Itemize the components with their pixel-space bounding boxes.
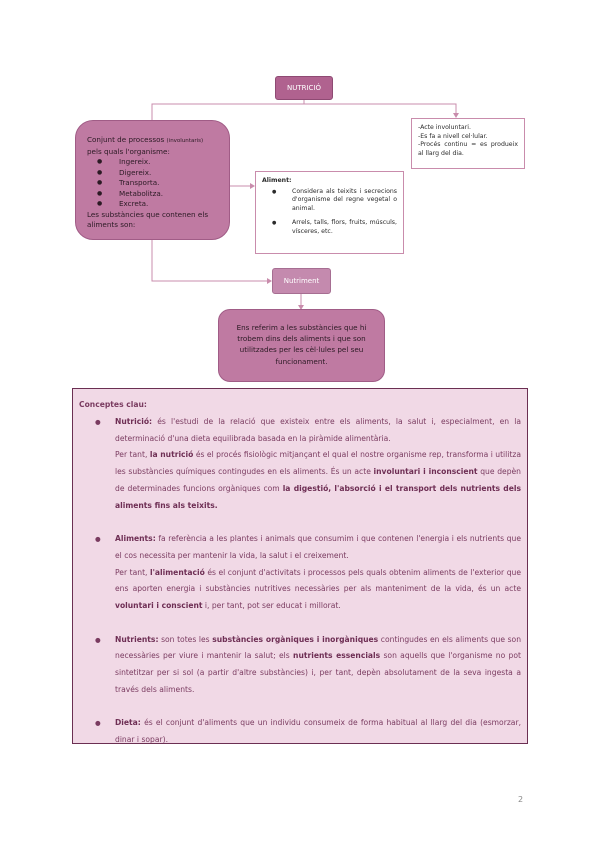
key-concepts-panel bbox=[72, 388, 528, 744]
process-item: ● Digereix. bbox=[109, 168, 219, 179]
aliment-item: ● Considera als teixits i secrecions d'organisme del regne vegetal o animal. bbox=[292, 188, 397, 214]
acte-line: -Acte involuntari. bbox=[418, 124, 471, 131]
page-number: 2 bbox=[518, 795, 524, 804]
acte-line: -Procés continu = es produeix al llarg del dia. bbox=[418, 141, 518, 157]
aliment-heading: Aliment: bbox=[262, 177, 292, 184]
diagram-title: NUTRICIÓ bbox=[275, 76, 333, 100]
concept-nutrients: ● Nutrients: son totes les substàncies orgàniques i inorgàniques contingudes en els aliments que son necessàries per viure i mantenir la salut; els nutrients essencials son aquells que l'organisme no pot sintetitzar per si sol (a partir d'altre substàncies) i, per tant, depèn absolutament de la seva ingesta a través dels aliments. bbox=[115, 632, 521, 699]
reference-box: Ens referim a les substàncies que hi trobem dins dels aliments i que son utilitzades per les cèl·lules pel seu funcionament. bbox=[218, 309, 385, 382]
nutriment-box: Nutriment bbox=[272, 268, 331, 294]
concept-nutricio: ● Nutrició: és l'estudi de la relació que existeix entre els aliments, la salut i, especialment, en la determinació d'una dieta equilibrada basada en la piràmide alimentària. Per tant, la nutrició és el procés fisiològic mitjançant el qual el nostre organisme rep, transforma i utilitza les substàncies químiques contingudes en els aliments. És un acte involuntari i inconscient que depèn de determinades funcions orgàniques com la digestió, l'absorció i el transport dels nutrients dels aliments fins als teixits. bbox=[115, 414, 521, 515]
aliment-box bbox=[255, 171, 404, 254]
process-item: ● Excreta. bbox=[109, 199, 219, 210]
connector-to-nutriment bbox=[152, 240, 269, 281]
process-list bbox=[87, 157, 219, 210]
acte-line: -Es fa a nivell cel·lular. bbox=[418, 132, 488, 140]
connector-top-bar bbox=[152, 100, 304, 120]
process-item: ● Ingereix. bbox=[109, 157, 219, 168]
concepts-list bbox=[79, 414, 521, 749]
aliment-list bbox=[262, 188, 397, 237]
process-box bbox=[75, 120, 230, 240]
process-item: ● Transporta. bbox=[109, 178, 219, 189]
process-intro: Conjunt de processos (involuntaris) bbox=[87, 135, 204, 144]
aliment-item: ● Arrels, talls, flors, fruits, músculs, vísceres, etc. bbox=[292, 219, 397, 236]
acte-box bbox=[411, 118, 525, 169]
concept-aliments: ● Aliments: fa referència a les plantes i animals que consumim i que contenen l'energia i els nutrients que el cos necessita per mantenir la vida, la salut i el creixement. Per tant, l'alimentació és el conjunt d'activitats i processos pels quals obtenim aliments de l'exterior que ens aporten energia i substàncies nutritives necessàries per als manteniment de la vida, és un acte voluntari i conscient i, per tant, pot ser educat i millorat. bbox=[115, 531, 521, 615]
connector-to-acte bbox=[304, 104, 456, 116]
process-item: ● Metabolitza. bbox=[109, 189, 219, 200]
process-footer: Les substàncies que contenen els aliments son: bbox=[87, 209, 209, 229]
concept-dieta: ● Dieta: és el conjunt d'aliments que un individu consumeix de forma habitual al llarg del dia (esmorzar, dinar i sopar). bbox=[115, 715, 521, 749]
concepts-heading: Conceptes clau: bbox=[79, 400, 147, 409]
process-intro-line2: pels quals l'organisme: bbox=[87, 146, 170, 156]
